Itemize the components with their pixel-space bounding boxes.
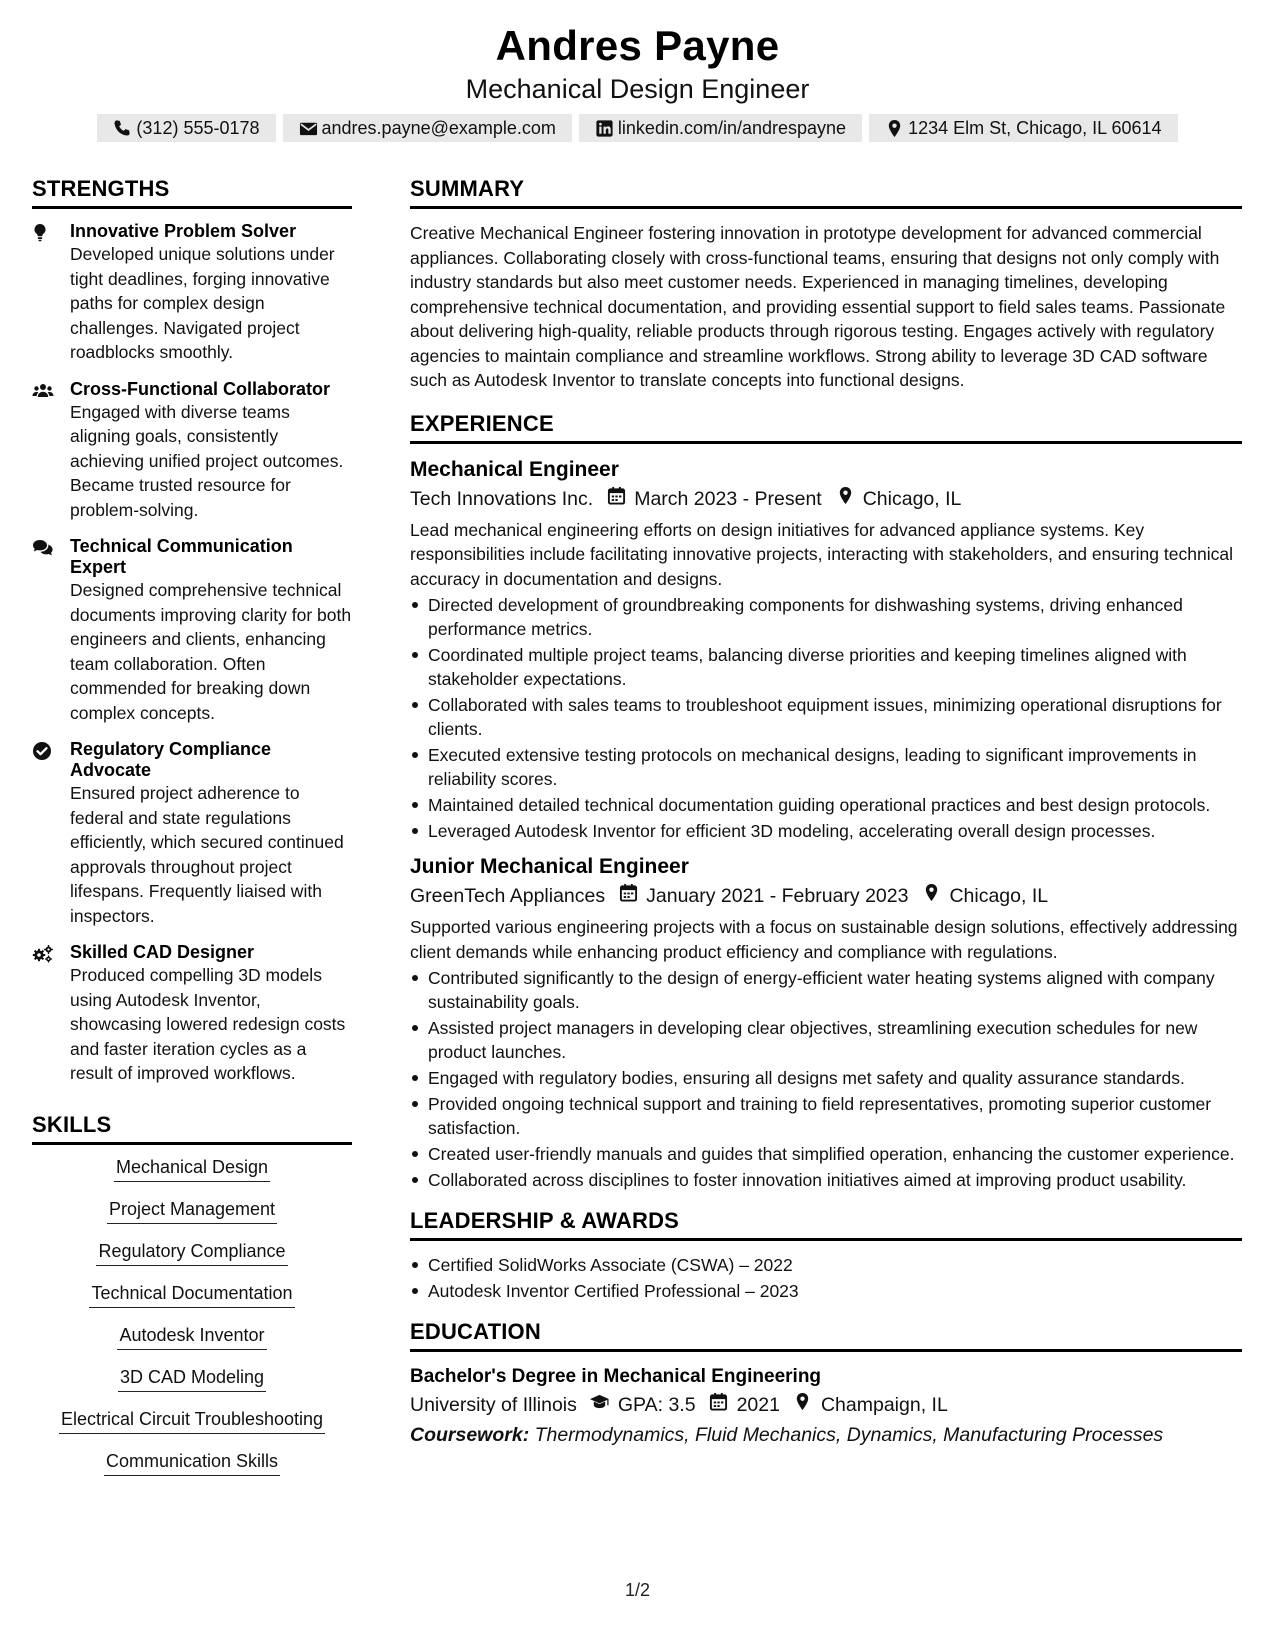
graduation-cap-icon bbox=[577, 1390, 618, 1420]
skill-item: Regulatory Compliance bbox=[96, 1241, 287, 1266]
job-meta bbox=[410, 881, 1242, 911]
contact-linkedin[interactable] bbox=[579, 114, 862, 142]
strength-item bbox=[32, 221, 352, 365]
address-text: 1234 Elm St, Chicago, IL 60614 bbox=[908, 117, 1162, 138]
lightbulb-icon bbox=[32, 221, 70, 365]
strength-title: Regulatory Compliance Advocate bbox=[70, 739, 272, 780]
bullet-item: Directed development of groundbreaking components for dishwashing systems, driving enhanced performance metrics. bbox=[410, 593, 1242, 641]
strength-item bbox=[32, 739, 352, 928]
bullet-item: Collaborated with sales teams to troubleshoot equipment issues, minimizing operational disruptions for clients. bbox=[410, 693, 1242, 741]
contact-address[interactable] bbox=[869, 114, 1178, 142]
strength-item bbox=[32, 942, 352, 1086]
job-entry bbox=[410, 456, 1242, 844]
job-entry bbox=[410, 853, 1242, 1192]
map-pin-icon bbox=[822, 484, 863, 514]
skills-heading: SKILLS bbox=[32, 1112, 352, 1145]
skill-item: Electrical Circuit Troubleshooting bbox=[59, 1409, 325, 1434]
job-dates: March 2023 - Present bbox=[634, 487, 822, 510]
bullet-item: Assisted project managers in developing clear objectives, streamlining execution schedules for new product launches. bbox=[410, 1016, 1242, 1064]
strength-desc: Engaged with diverse teams aligning goals, consistently achieving unified project outcomes. Became trusted resource for problem-solving. bbox=[70, 401, 344, 520]
bullet-item: Maintained detailed technical documentation guiding operational practices and best design protocols. bbox=[410, 793, 1242, 817]
education-meta bbox=[410, 1390, 1242, 1420]
check-circle-icon bbox=[32, 739, 70, 928]
skill-item: Communication Skills bbox=[104, 1451, 280, 1476]
skill-item: Mechanical Design bbox=[114, 1157, 270, 1182]
summary-text: Creative Mechanical Engineer fostering innovation in prototype development for advanced commercial appliances. Collaborating closely with cross-functional teams, ensuring that designs not only comply with industry standards but also meet customer needs. Experienced in managing timelines, developing comprehensive technical documentation, and providing essential support to field sales teams. Passionate about delivering high-quality, reliable products through rigorous testing. Engages actively with regulatory agencies to maintain compliance and streamline workflows. Strong ability to leverage 3D CAD software such as Autodesk Inventor to translate concepts into functional designs. bbox=[410, 223, 1226, 390]
calendar-icon bbox=[593, 484, 634, 514]
skill-item: 3D CAD Modeling bbox=[118, 1367, 266, 1392]
calendar-icon bbox=[605, 881, 646, 911]
strengths-heading: STRENGTHS bbox=[32, 176, 352, 209]
gears-icon bbox=[32, 942, 70, 1086]
strength-item bbox=[32, 379, 352, 523]
bullet-item: Provided ongoing technical support and training to field representatives, promoting superior customer satisfaction. bbox=[410, 1092, 1242, 1140]
strength-title: Skilled CAD Designer bbox=[70, 942, 255, 962]
job-dates: January 2021 - February 2023 bbox=[646, 885, 909, 907]
strength-item bbox=[32, 536, 352, 725]
comments-icon bbox=[32, 536, 70, 725]
phone-text: (312) 555-0178 bbox=[136, 117, 260, 138]
strength-desc: Designed comprehensive technical documents improving clarity for both engineers and clients, enhancing team collaboration. Often commended for breaking down complex concepts. bbox=[70, 580, 352, 723]
graduation-year: 2021 bbox=[736, 1394, 780, 1416]
map-pin-icon bbox=[908, 881, 949, 911]
strength-title: Cross-Functional Collaborator bbox=[70, 378, 331, 399]
job-description: Lead mechanical engineering efforts on design initiatives for advanced appliance systems. Key responsibilities include facilitating innovative projects, interacting with stakeholders, and ensuring technical accuracy in documentation and designs. bbox=[410, 519, 1233, 589]
awards-heading: LEADERSHIP & AWARDS bbox=[410, 1208, 1242, 1241]
strength-desc: Ensured project adherence to federal and state regulations efficiently, which secured continued approvals throughout project lifespans. Frequently liaised with inspectors. bbox=[70, 783, 344, 926]
skills-list bbox=[32, 1157, 352, 1493]
bullet-item: Engaged with regulatory bodies, ensuring all designs met safety and quality assurance standards. bbox=[410, 1066, 1242, 1090]
award-item: Certified SolidWorks Associate (CSWA) – 2022 bbox=[410, 1253, 1242, 1277]
right-column bbox=[410, 176, 1242, 1450]
bullet-item: Leveraged Autodesk Inventor for efficient 3D modeling, accelerating overall design processes. bbox=[410, 819, 1242, 843]
experience-heading: EXPERIENCE bbox=[410, 411, 1242, 444]
strength-desc: Developed unique solutions under tight deadlines, forging innovative paths for complex design challenges. Navigated project roadblocks smoothly. bbox=[70, 244, 335, 362]
award-item: Autodesk Inventor Certified Professional – 2023 bbox=[410, 1279, 1242, 1303]
job-title: Junior Mechanical Engineer bbox=[410, 855, 689, 878]
coursework-label: Coursework: bbox=[410, 1424, 530, 1446]
summary-heading: SUMMARY bbox=[410, 176, 1242, 209]
gpa: GPA: 3.5 bbox=[617, 1394, 696, 1416]
email-text: andres.payne@example.com bbox=[321, 117, 556, 138]
job-meta bbox=[410, 484, 1242, 514]
contact-phone[interactable] bbox=[97, 114, 275, 142]
strength-title: Technical Communication Expert bbox=[70, 536, 293, 577]
envelope-icon bbox=[299, 119, 318, 138]
linkedin-icon bbox=[595, 119, 614, 138]
map-pin-icon bbox=[780, 1390, 821, 1420]
job-bullets bbox=[410, 593, 1242, 843]
bullet-item: Contributed significantly to the design of energy-efficient water heating systems aligned with company sustainability goals. bbox=[410, 966, 1242, 1014]
candidate-name: Andres Payne bbox=[495, 22, 780, 69]
calendar-icon bbox=[696, 1390, 737, 1420]
strength-desc: Produced compelling 3D models using Autodesk Inventor, showcasing lowered redesign costs and faster iteration cycles as a result of improved workflows. bbox=[70, 965, 346, 1083]
skill-item: Autodesk Inventor bbox=[117, 1325, 266, 1350]
awards-list bbox=[410, 1253, 1242, 1303]
strength-title: Innovative Problem Solver bbox=[70, 221, 297, 241]
company-name: Tech Innovations Inc. bbox=[410, 487, 594, 510]
phone-icon bbox=[113, 119, 132, 138]
job-bullets bbox=[410, 966, 1242, 1192]
contact-bar bbox=[0, 114, 1275, 142]
company-name: GreenTech Appliances bbox=[410, 885, 606, 907]
school-name: University of Illinois bbox=[410, 1394, 577, 1416]
skill-item: Project Management bbox=[107, 1199, 277, 1224]
job-location: Chicago, IL bbox=[949, 885, 1049, 907]
bullet-item: Collaborated across disciplines to foster innovation initiatives aimed at improving product usability. bbox=[410, 1168, 1242, 1192]
left-column bbox=[32, 176, 352, 1493]
job-title-heading: Mechanical Design Engineer bbox=[465, 74, 810, 104]
job-description: Supported various engineering projects with a focus on sustainable design solutions, effectively addressing client demands while enhancing product efficiency and compliance with regulations. bbox=[410, 917, 1238, 962]
map-pin-icon bbox=[885, 119, 904, 138]
page-number: 1/2 bbox=[624, 1580, 651, 1600]
bullet-item: Executed extensive testing protocols on mechanical designs, leading to significant improvements in reliability scores. bbox=[410, 743, 1242, 791]
coursework bbox=[410, 1420, 1242, 1450]
job-location: Chicago, IL bbox=[862, 487, 962, 510]
bullet-item: Created user-friendly manuals and guides that simplified operation, enhancing the customer experience. bbox=[410, 1142, 1242, 1166]
degree-title: Bachelor's Degree in Mechanical Engineering bbox=[410, 1366, 822, 1387]
skill-item: Technical Documentation bbox=[89, 1283, 294, 1308]
coursework-text: Thermodynamics, Fluid Mechanics, Dynamics, Manufacturing Processes bbox=[534, 1424, 1164, 1446]
bullet-item: Coordinated multiple project teams, balancing diverse priorities and keeping timelines aligned with stakeholder expectations. bbox=[410, 643, 1242, 691]
contact-email[interactable] bbox=[283, 114, 572, 142]
education-heading: EDUCATION bbox=[410, 1319, 1242, 1352]
education-location: Champaign, IL bbox=[820, 1394, 948, 1416]
users-icon bbox=[32, 379, 70, 523]
job-title: Mechanical Engineer bbox=[410, 457, 619, 481]
linkedin-text: linkedin.com/in/andrespayne bbox=[617, 117, 847, 138]
